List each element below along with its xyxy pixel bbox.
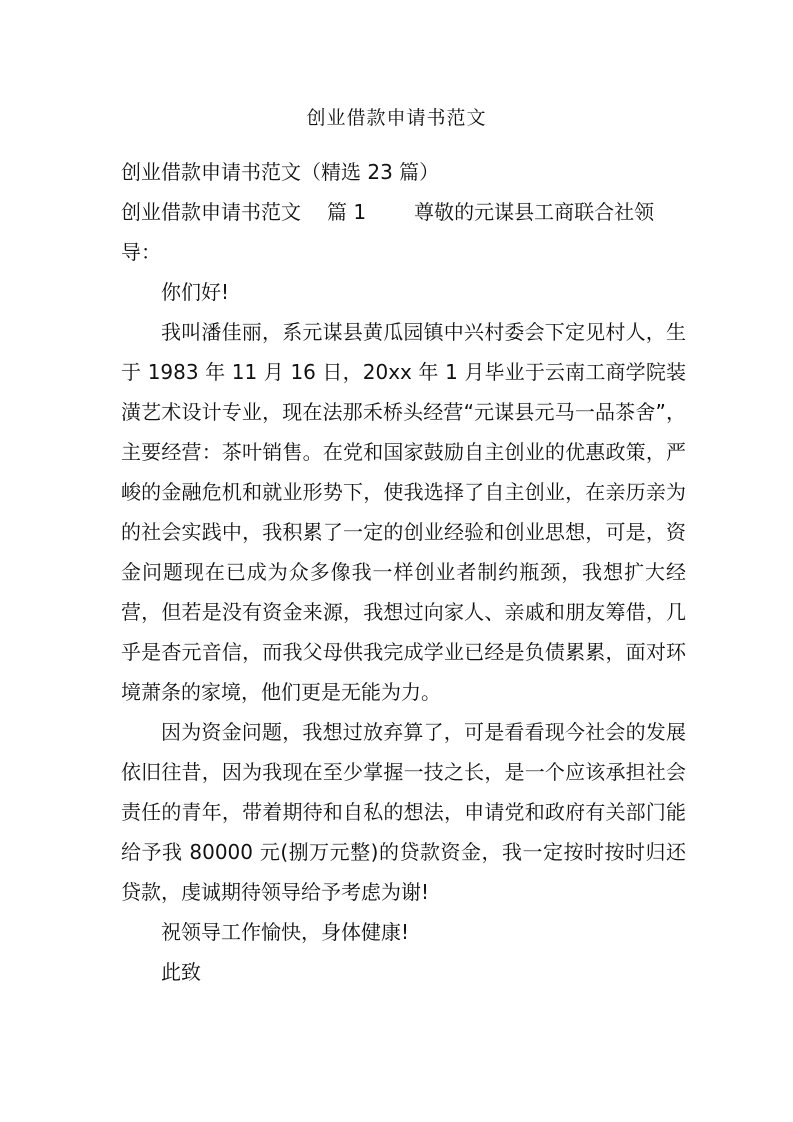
closing-wish: 祝领导工作愉快，身体健康! <box>161 920 410 944</box>
document-subtitle: 创业借款申请书范文（精选 23 篇） <box>121 160 440 184</box>
document-title: 创业借款申请书范文 <box>306 107 487 129</box>
section-part-number: 篇 1 <box>327 200 367 224</box>
section-heading-line <box>121 192 686 232</box>
addressee-start: 尊敬的元谋县工商联合社领 <box>414 200 655 224</box>
body-paragraph-2: 因为资金问题，我想过放弃算了，可是看看现今社会的发展依旧往昔，因为我现在至少掌握一技之长，是一个应该承担社会责任的青年，带着期待和自私的想法，申请党和政府有关部门能给予我 80000 元(捌万元整)的贷款资金，我一定按时按时归还贷款，虔诚期待领导给予考虑为谢! <box>121 720 686 904</box>
document-body <box>121 152 686 992</box>
greeting: 你们好! <box>161 280 230 304</box>
body-paragraph-1: 我叫潘佳丽，系元谋县黄瓜园镇中兴村委会下定见村人，生于 1983 年 11 月 16 日，20xx 年 1 月毕业于云南工商学院装潢艺术设计专业，现在法那禾桥头经营“元谋县元马一品茶舍”，主要经营：茶叶销售。在党和国家鼓励自主创业的优惠政策，严峻的金融危机和就业形势下，使我选择了自主创业，在亲历亲为的社会实践中，我积累了一定的创业经验和创业思想，可是，资金问题现在已成为众多像我一样创业者制约瓶颈，我想扩大经营，但若是没有资金来源，我想过向家人、亲戚和朋友筹借，几乎是杳元音信，而我父母供我完成学业已经是负债累累，面对环境萧条的家境，他们更是无能为力。 <box>121 320 686 704</box>
addressee-end: 导： <box>121 240 161 264</box>
section-title: 创业借款申请书范文 <box>121 200 301 224</box>
closing-salutation: 此致 <box>161 960 201 984</box>
